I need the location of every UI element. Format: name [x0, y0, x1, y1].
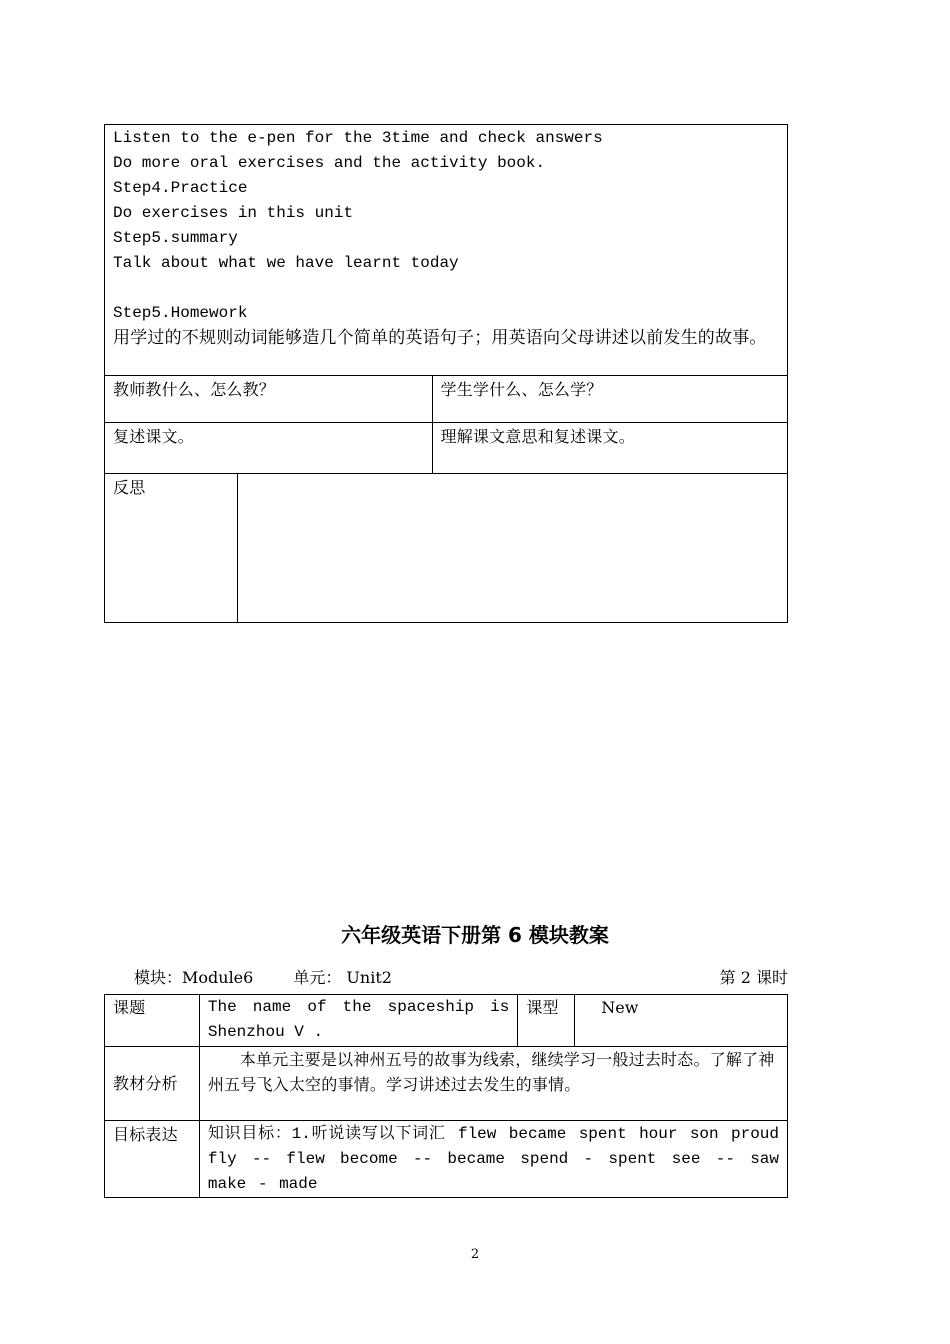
step-line: Do more oral exercises and the activity book. — [113, 154, 546, 172]
teacher-header: 教师教什么、怎么教？ — [105, 376, 433, 423]
lesson-meta — [134, 966, 788, 990]
lesson-plan-table — [104, 994, 788, 1198]
step-line: Step5.summary — [113, 229, 238, 247]
step-line: Do exercises in this unit — [113, 204, 354, 222]
teacher-content: 复述课文。 — [105, 423, 433, 474]
unit-label: 单元： Unit2 — [293, 968, 392, 987]
page-number: 2 — [470, 1247, 480, 1262]
lesson-title: 六年级英语下册第 6 模块教案 — [341, 923, 609, 947]
reflection-label: 反思 — [105, 474, 238, 623]
step-line — [113, 276, 779, 301]
student-header: 学生学什么、怎么学？ — [432, 376, 788, 423]
analysis-label: 教材分析 — [105, 1047, 200, 1121]
student-content: 理解课文意思和复述课文。 — [432, 423, 788, 474]
step-line: Step4.Practice — [113, 179, 248, 197]
module-label: 模块：Module6 — [134, 968, 254, 987]
period-label: 第 2 课时 — [719, 968, 788, 987]
analysis-value: 本单元主要是以神州五号的故事为线索，继续学习一般过去时态。了解了神州五号飞入太空的事情。学习讲述过去发生的事情。 — [199, 1047, 787, 1121]
step-line: Talk about what we have learnt today — [113, 254, 459, 272]
step-line: Step5.Homework — [113, 304, 248, 322]
homework-text: 用学过的不规则动词能够造几个简单的英语句子；用英语向父母讲述以前发生的故事。 — [113, 328, 767, 348]
topic-label: 课题 — [105, 995, 200, 1047]
step-line: Listen to the e-pen for the 3time and check answers — [113, 129, 603, 147]
topic-value: The name of the spaceship is Shenzhou V . — [199, 995, 518, 1047]
lesson-steps-table — [104, 124, 788, 623]
steps-cell — [105, 125, 788, 376]
reflection-content — [237, 474, 787, 623]
type-value: New — [575, 995, 788, 1047]
type-label: 课型 — [518, 995, 575, 1047]
goal-label: 目标表达 — [105, 1121, 200, 1198]
module-unit — [134, 966, 392, 990]
goal-value: 知识目标：1.听说读写以下词汇 flew became spent hour son proud fly -- flew become -- became spend - spent see -- saw make - made — [199, 1121, 787, 1198]
